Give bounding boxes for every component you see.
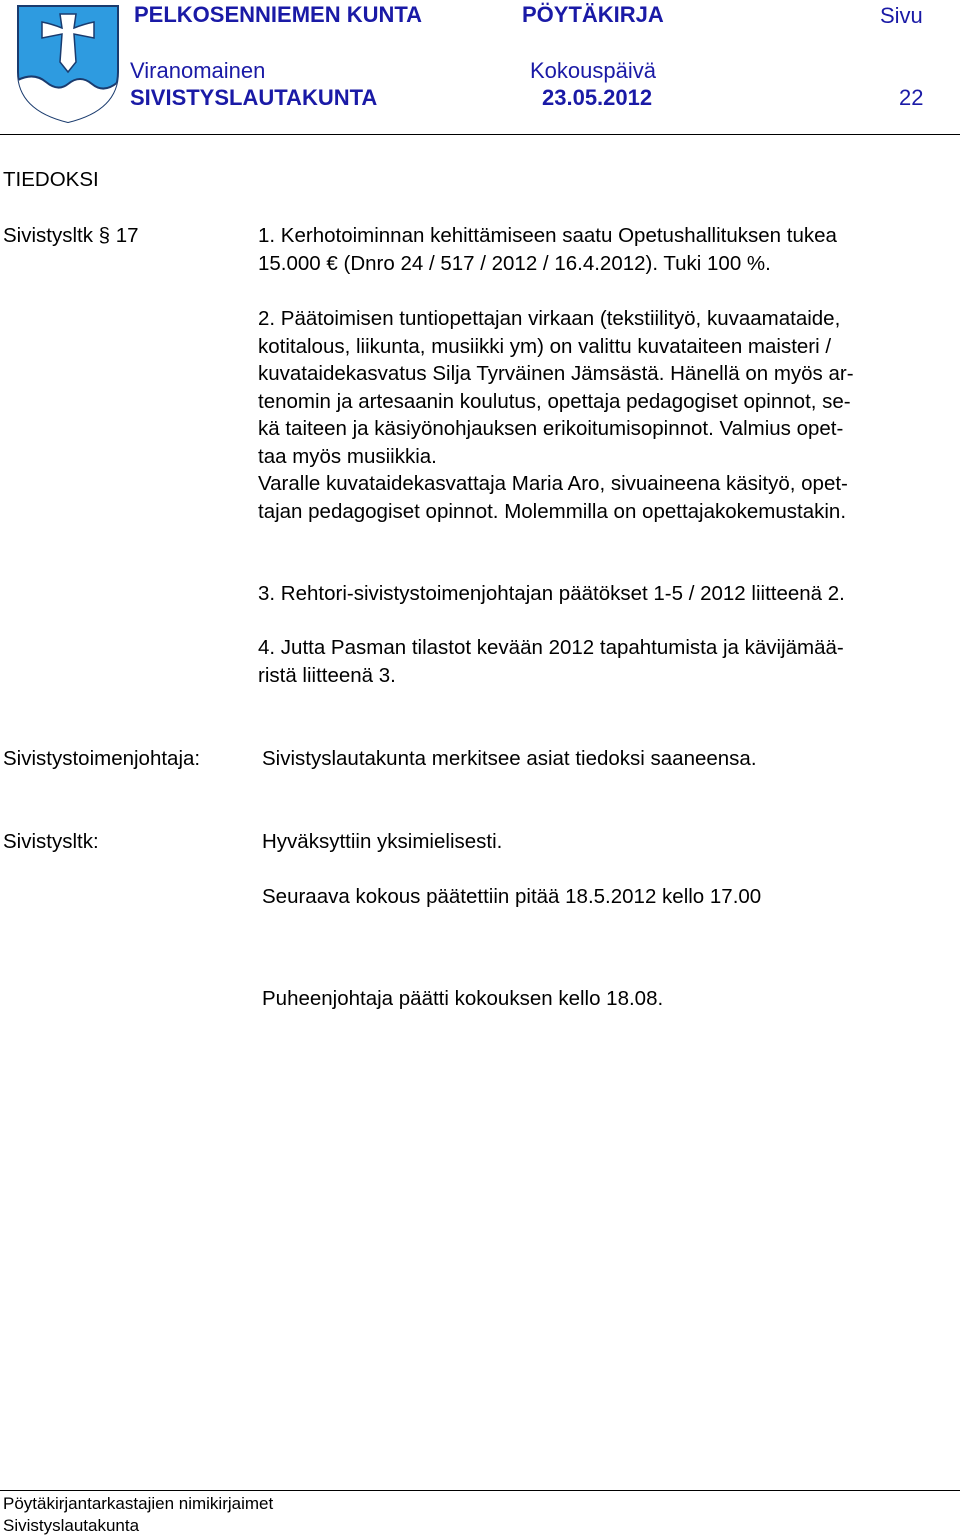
footer-committee-label: Sivistyslautakunta <box>3 1516 140 1535</box>
decision-text: Hyväksyttiin yksimielisesti. <box>262 830 503 853</box>
municipality-crest-logo <box>14 2 122 124</box>
item-2-line: kotitalous, liikunta, musiikki ym) on valittu kuvataiteen maisteri / <box>258 334 832 358</box>
item-3: 3. Rehtori-sivistystoimenjohtajan päätökset 1-5 / 2012 liitteenä 2. <box>258 582 845 605</box>
item-2-line: kuvataidekasvatus Silja Tyrväinen Jämsästä. Hänellä on myös ar- <box>258 362 854 385</box>
item-2-line: Varalle kuvataidekasvattaja Maria Aro, sivuaineena käsityö, opet- <box>258 472 848 495</box>
decision-label: Sivistysltk: <box>3 830 99 853</box>
closing-text: Puheenjohtaja päätti kokouksen kello 18.08. <box>262 987 664 1010</box>
item-4-line: ristä liitteenä 3. <box>258 663 396 687</box>
item-1 <box>258 222 958 277</box>
header-divider <box>0 134 960 135</box>
item-1-line: 15.000 € (Dnro 24 / 517 / 2012 / 16.4.2012). Tuki 100 %. <box>258 251 771 275</box>
item-2-line: 2. Päätoimisen tuntiopettajan virkaan (tekstiilityö, kuvaamataide, <box>258 307 841 330</box>
section-heading: TIEDOKSI <box>3 168 99 191</box>
footer-initials-label: Pöytäkirjantarkastajien nimikirjaimet <box>3 1494 274 1513</box>
item-2-line: kä taiteen ja käsiyönohjauksen erikoitumisopinnot. Valmius opet- <box>258 417 844 440</box>
header-page-number: 22 <box>899 85 924 110</box>
header-date: 23.05.2012 <box>542 85 653 110</box>
header-authority: SIVISTYSLAUTAKUNTA <box>130 85 378 110</box>
item-2-line: tenomin ja artesaanin koulutus, opettaja pedagogiset opinnot, se- <box>258 389 851 413</box>
proposal-text: Sivistyslautakunta merkitsee asiat tiedoksi saaneensa. <box>262 747 757 770</box>
item-4-line: 4. Jutta Pasman tilastot kevään 2012 tapahtumista ja kävijämää- <box>258 636 844 659</box>
header-authority-label: Viranomainen <box>130 58 266 83</box>
item-2-line: tajan pedagogiset opinnot. Molemmilla on opettajakokemustakin. <box>258 499 847 523</box>
footer-divider <box>0 1490 960 1491</box>
item-4 <box>258 634 958 689</box>
item-2 <box>258 305 958 525</box>
item-2-line: taa myös musiikkia. <box>258 444 437 468</box>
header-organization: PELKOSENNIEMEN KUNTA <box>134 2 423 27</box>
header-page-label: Sivu <box>880 3 923 28</box>
header-date-label: Kokouspäivä <box>530 58 656 83</box>
section-reference: Sivistysltk § 17 <box>3 224 139 247</box>
next-meeting-text: Seuraava kokous päätettiin pitää 18.5.2012 kello 17.00 <box>262 885 762 908</box>
header-document-type: PÖYTÄKIRJA <box>522 2 664 27</box>
item-1-line: 1. Kerhotoiminnan kehittämiseen saatu Opetushallituksen tukea <box>258 224 837 247</box>
proposal-label: Sivistystoimenjohtaja: <box>3 747 201 770</box>
